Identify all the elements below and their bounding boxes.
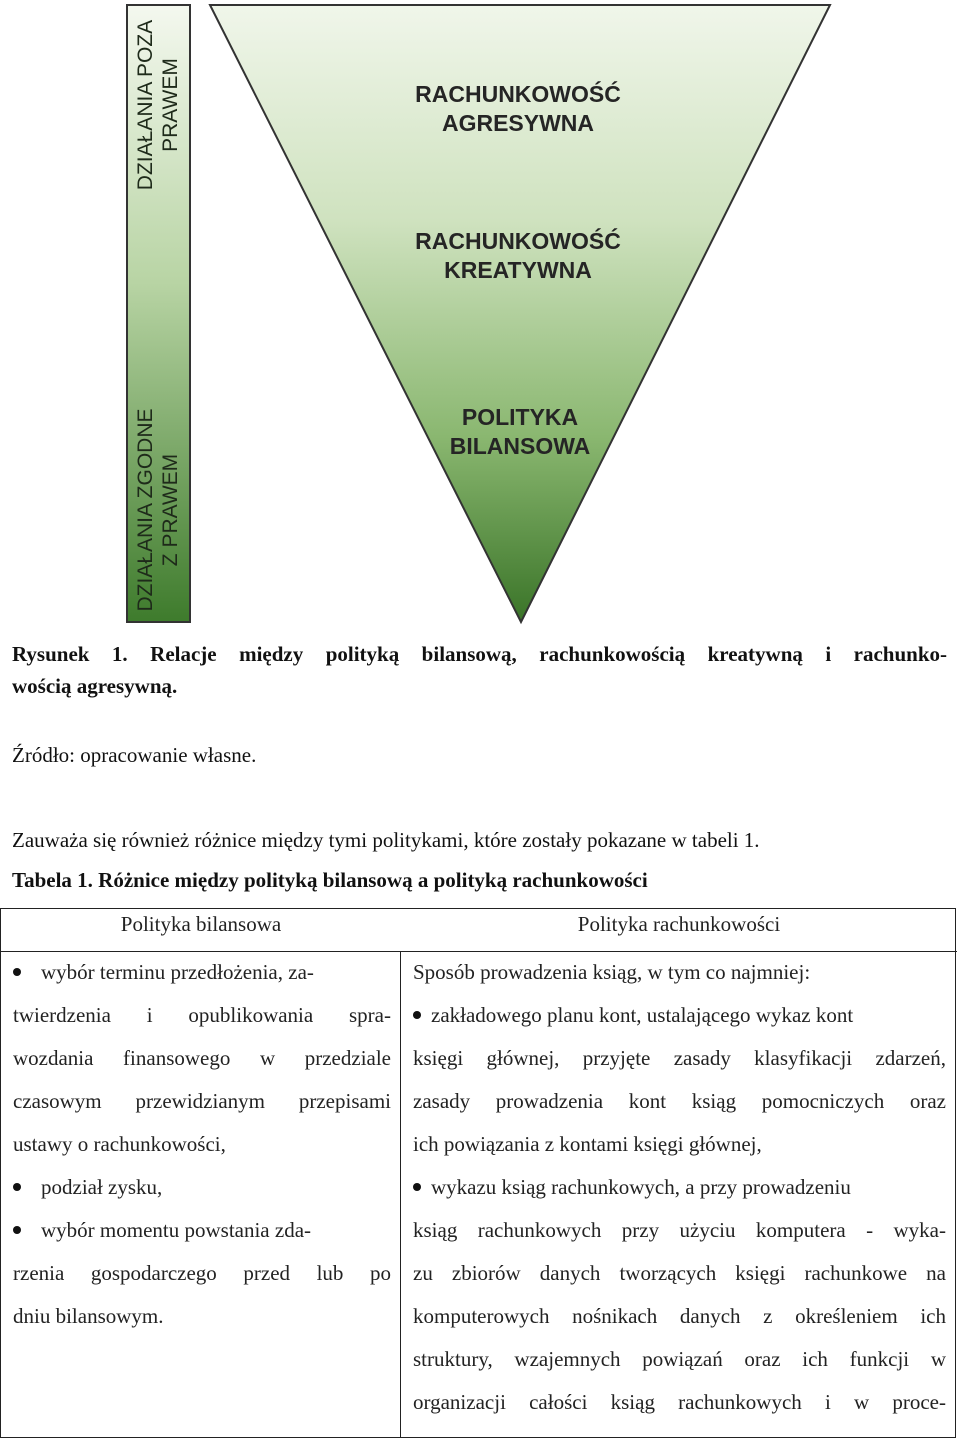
text-line: księgi głównej, przyjęte zasady klasyfikacji zdarzeń, <box>413 1046 946 1070</box>
text-line: zu zbiorów danych tworzących księgi rachunkowe na <box>413 1261 946 1285</box>
table-header-accounting-policy: Polityka rachunkowości <box>577 912 781 936</box>
text-line: Sposób prowadzenia ksiąg, w tym co najmniej: <box>413 960 811 984</box>
text-line: ich powiązania z kontami księgi głównej, <box>413 1132 762 1156</box>
table-column-divider <box>400 951 401 1437</box>
comparison-table <box>0 908 956 1438</box>
text-line: dniu bilansowym. <box>13 1304 164 1328</box>
text-line: wozdania finansowego w przedziale <box>13 1046 391 1070</box>
bullet-icon <box>413 1011 421 1019</box>
bullet-icon <box>13 1226 21 1234</box>
list-item: zakładowego planu kont, ustalającego wykaz kont <box>413 994 946 1037</box>
bar-label-illegal: DZIAŁANIA POZA PRAWEM <box>134 19 182 191</box>
text-line: organizacji całości ksiąg rachunkowych i w proce- <box>413 1390 946 1414</box>
list-item: wybór terminu przedłożenia, za- <box>13 951 391 994</box>
table-cell-accounting-policy <box>413 951 946 1424</box>
text-line: rzenia gospodarczego przed lub po <box>13 1261 391 1285</box>
text-line: czasowym przewidzianym przepisami <box>13 1089 391 1113</box>
text-line: zasady prowadzenia kont ksiąg pomocniczych oraz <box>413 1089 946 1113</box>
text-line: ustawy o rachunkowości, <box>13 1132 226 1156</box>
figure-source: Źródło: opracowanie własne. <box>12 743 257 767</box>
label-balance-policy: POLITYKA BILANSOWA <box>449 404 591 459</box>
figure-accounting-relations <box>0 0 960 630</box>
text-line: struktury, wzajemnych powiązań oraz ich funkcji w <box>413 1347 946 1371</box>
text-line: ksiąg rachunkowych przy użyciu komputera - wyka- <box>413 1218 946 1242</box>
bullet-icon <box>413 1183 421 1191</box>
bullet-icon <box>13 1183 21 1191</box>
label-creative-accounting: RACHUNKOWOŚĆ KREATYWNA <box>415 228 621 283</box>
table-cell-balance-policy <box>13 951 391 1338</box>
list-item: wykazu ksiąg rachunkowych, a przy prowadzeniu <box>413 1166 946 1209</box>
list-item: podział zysku, <box>13 1166 391 1209</box>
bullet-icon <box>13 968 21 976</box>
figure-caption: Rysunek 1. Relacje między polityką bilansową, rachunkowością kreatywną i rachunko- wością agresywną. <box>12 642 947 698</box>
text-line: komputerowych nośnikach danych z określeniem ich <box>413 1304 946 1328</box>
label-aggressive-accounting: RACHUNKOWOŚĆ AGRESYWNA <box>415 81 621 136</box>
body-paragraph: Zauważa się również różnice między tymi politykami, które zostały pokazane w tabeli 1. <box>12 828 760 852</box>
table-title: Tabela 1. Różnice między polityką bilansową a polityką rachunkowości <box>12 868 648 892</box>
table-header-balance-policy: Polityka bilansowa <box>120 912 282 936</box>
text-line: twierdzenia i opublikowania spra- <box>13 1003 391 1027</box>
list-item: wybór momentu powstania zda- <box>13 1209 391 1252</box>
bar-label-legal: DZIAŁANIA ZGODNE Z PRAWEM <box>134 408 182 612</box>
